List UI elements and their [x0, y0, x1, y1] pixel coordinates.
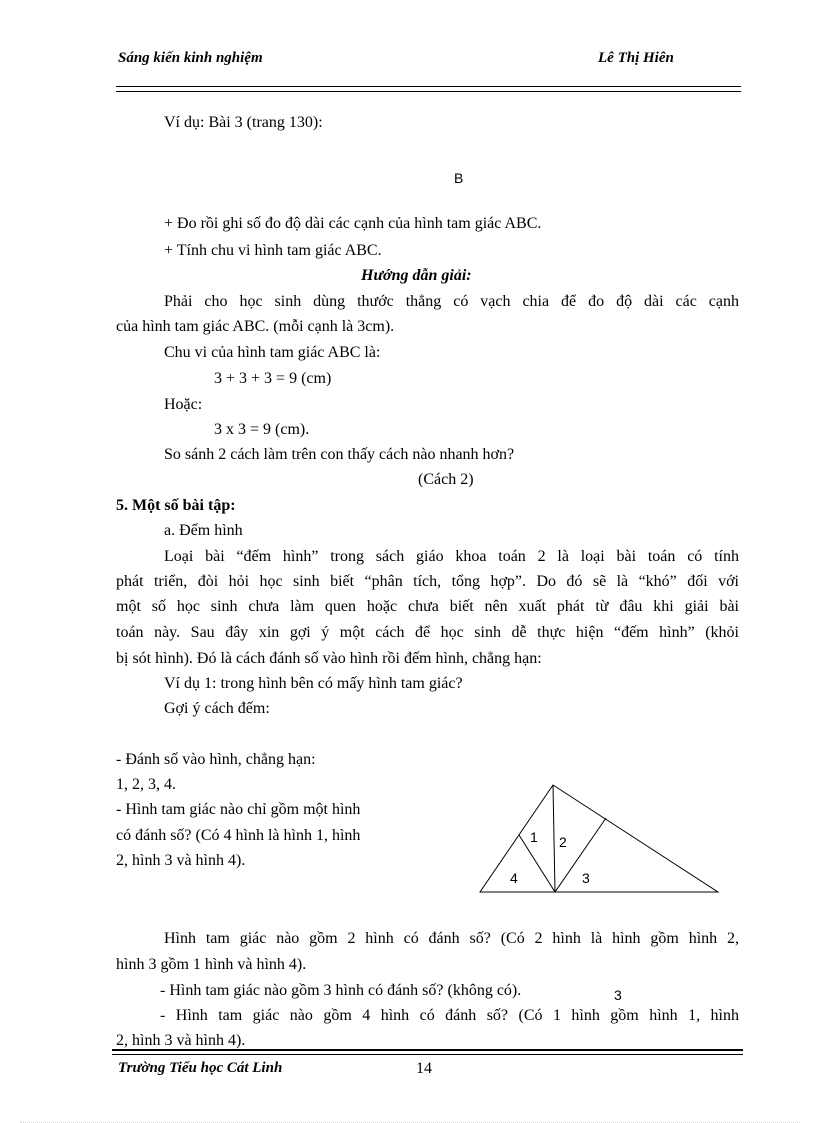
region-label-3: 3	[582, 870, 590, 886]
q4-line2: 2, hình 3 và hình 4).	[116, 1032, 246, 1049]
para1-line2: của hình tam giác ABC. (mỗi cạnh là 3cm).	[116, 318, 395, 335]
left-text-5: 2, hình 3 và hình 4).	[116, 852, 246, 869]
footer-rule-top	[112, 1049, 743, 1051]
example1-question: Ví dụ 1: trong hình bên có mấy hình tam giác?	[164, 675, 463, 692]
q2-line2: hình 3 gồm 1 hình và hình 4).	[116, 956, 307, 973]
page-number: 14	[416, 1060, 432, 1077]
header-rule-bottom	[116, 91, 741, 92]
para2-line1: Loại bài “đếm hình” trong sách giáo khoa toán 2 là loại bài toán có tính	[164, 548, 739, 565]
left-text-1: - Đánh số vào hình, chẳng hạn:	[116, 751, 316, 768]
footer-rule-bottom	[112, 1054, 743, 1055]
header-title: Sáng kiến kinh nghiệm	[118, 50, 263, 66]
header-author: Lê Thị Hiên	[598, 50, 674, 66]
para2-line3: một số học sinh chưa làm quen hoặc chưa biết nên xuất phát từ đâu khi giải bài	[116, 598, 739, 615]
figure-label-b: B	[454, 170, 464, 186]
region-label-4: 4	[510, 870, 518, 886]
region-label-1: 1	[530, 829, 538, 845]
left-text-4: có đánh số? (Có 4 hình là hình 1, hình	[116, 827, 361, 844]
section-title: 5. Một số bài tập:	[116, 497, 236, 514]
inner-line-right	[555, 818, 606, 892]
compare-answer: (Cách 2)	[418, 471, 474, 488]
para1-line1: Phải cho học sinh dùng thước thẳng có vạch chia để đo độ dài các cạnh	[164, 293, 739, 310]
q3-text: - Hình tam giác nào gồm 3 hình có đánh số? (không có).	[160, 982, 522, 999]
para2-line5: bị sót hình). Đó là cách đánh số vào hình rồi đếm hình, chẳng hạn:	[116, 650, 542, 667]
left-text-3: - Hình tam giác nào chỉ gồm một hình	[116, 801, 361, 818]
para2-line4: toán này. Sau đây xin gợi ý một cách để học sinh dễ thực hiện “đếm hình” (khỏi	[116, 624, 739, 641]
stray-label-3: 3	[614, 987, 622, 1003]
counting-hint: Gợi ý cách đếm:	[164, 700, 270, 717]
guide-title: Hướng dẫn giải:	[361, 267, 472, 284]
altitude-line	[553, 785, 555, 892]
example-label: Ví dụ: Bài 3 (trang 130):	[164, 114, 323, 131]
task-measure: + Đo rồi ghi số đo độ dài các cạnh của hình tam giác ABC.	[164, 215, 542, 232]
para2-line2: phát triển, đòi hỏi học sinh biết “phân tích, tổng hợp”. Do đó sẽ là “khó” đối với	[116, 573, 739, 590]
header-rule-top	[116, 86, 741, 87]
q2-line1: Hình tam giác nào gồm 2 hình có đánh số? (Có 2 hình là hình gồm hình 2,	[164, 930, 739, 947]
q4-line1: - Hình tam giác nào gồm 4 hình có đánh số? (Có 1 hình gồm hình 1, hình	[160, 1007, 739, 1024]
perimeter-label: Chu vi của hình tam giác ABC là:	[164, 344, 381, 361]
compare-question: So sánh 2 cách làm trên con thấy cách nào nhanh hơn?	[164, 446, 515, 463]
triangle-figure	[470, 775, 730, 900]
calc-sum: 3 + 3 + 3 = 9 (cm)	[214, 370, 332, 387]
or-label: Hoặc:	[164, 396, 203, 413]
task-perimeter: + Tính chu vi hình tam giác ABC.	[164, 242, 382, 259]
left-text-2: 1, 2, 3, 4.	[116, 776, 176, 793]
footer-school: Trường Tiểu học Cát Linh	[118, 1060, 283, 1076]
region-label-2: 2	[559, 834, 567, 850]
subsection-title: a. Đếm hình	[164, 522, 243, 539]
calc-product: 3 x 3 = 9 (cm).	[214, 421, 310, 438]
